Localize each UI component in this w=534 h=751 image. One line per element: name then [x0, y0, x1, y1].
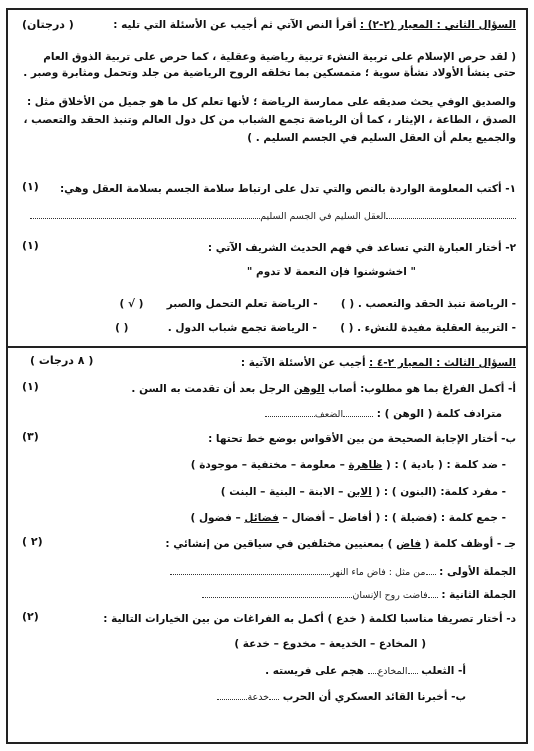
option-text: - الرياضة تعلم التحمل والصبر	[166, 298, 318, 310]
option: موجودة	[199, 459, 239, 471]
q3-a-answer: الضعف	[314, 409, 344, 420]
option-selected: فضائل	[244, 512, 279, 524]
q3-c-question	[18, 537, 516, 551]
q3-title: السؤال الثالث : المعيار ٢-٤ :	[368, 357, 516, 369]
answer-dots	[30, 208, 260, 219]
q2-passage-line-4: الصدق ، الطاعة ، الإيثار ، كما أن الرياضة تجمع الشباب من كل دول العالم وتنبذ الحقد والتعصب ،	[23, 114, 516, 126]
answer-dots	[170, 564, 330, 575]
q3-c-text-before: جـ - أوظف كلمة (	[424, 538, 516, 550]
q3-d-s1-after: هجم على فريسته .	[265, 665, 364, 677]
q2-item1-answer: العقل السليم في الجسم السليم	[260, 211, 386, 222]
option-selected: الابن	[346, 486, 372, 498]
q2-passage-line-1: ( لقد حرص الإسلام على تربية النشء تربية رياضية وعقلية ، كما حرص على تربية الذوق العام	[43, 51, 516, 63]
option-selected: ظاهرة	[348, 459, 383, 471]
q3-b-marks: (٣)	[22, 430, 39, 443]
q2-passage-line-2: حتى ينشأ الأولاد نشأة سوية ؛ متمسكين بما تخلقه الروح الرياضية من جلد وتحمل ومثابرة وصبر .	[23, 67, 516, 79]
q3-b-row-label: - مفرد كلمة: (البنون ) :	[383, 486, 506, 498]
option-mark: ( )	[115, 322, 129, 334]
q2-passage-line-3: والصديق الوفي يحث صديقه على ممارسة الرياضة ؛ لأنها تعلم كل ما هو جميل من الأخلاق مثل :	[26, 96, 516, 108]
q3-d-marks: (٢)	[22, 610, 39, 623]
option: مختفية	[250, 459, 288, 471]
q3-d-question: د- أختار تصريفا مناسبا لكلمة ( خدع ) أكمل به الفراغات من بين الخيارات التالية :	[103, 613, 516, 625]
q3-c-sentence-2	[18, 587, 516, 603]
option-mark: ( )	[340, 322, 354, 334]
q3-b-row-label: - ضد كلمة : ( بادية ) :	[394, 459, 506, 471]
answer-dots	[386, 208, 516, 219]
q3-a-underlined-word: الوهن	[293, 383, 325, 395]
option-text: - التربية العقلية مفيدة للنشء .	[357, 322, 516, 334]
option-mark: ( )	[340, 298, 355, 310]
answer-dots	[269, 689, 279, 700]
option: أفضال	[291, 512, 326, 524]
answer-dots	[428, 587, 438, 598]
q3-a-prefix: أ- أكمل الفراغ بما هو مطلوب:	[360, 383, 516, 395]
q3-c-marks: ( ٢)	[22, 535, 43, 548]
q3-c-sentence-1	[18, 564, 516, 580]
q3-b-question: ب- أختار الإجابة الصحيحة من بين الأقواس بوضع خط تحتها :	[208, 433, 516, 445]
option: البنية	[269, 486, 296, 498]
q2-header	[18, 18, 516, 32]
q3-d-sentence-2	[18, 689, 466, 705]
option: الابنة	[308, 486, 335, 498]
q2-item1-marks: (١)	[22, 180, 39, 193]
section-divider	[8, 346, 526, 348]
q3-c-sentence1-label: الجملة الأولى :	[439, 566, 516, 578]
answer-dots	[202, 587, 352, 598]
q3-instruction: أجيب عن الأسئلة الآتية :	[240, 357, 366, 369]
q2-title: السؤال الثاني : المعيار (٢-٢) :	[359, 19, 516, 31]
q2-instruction: أقرأ النص الآتي ثم أجيب عن الأسئلة التي تليه :	[113, 19, 357, 31]
answer-dots	[217, 689, 247, 700]
q3-c-word: فاض	[396, 538, 422, 550]
option-text: - الرياضة تنبذ الحقد والتعصب .	[357, 298, 516, 310]
option: فضول	[198, 512, 232, 524]
q3-d-sentence-1	[18, 663, 466, 679]
q2-item2-marks: (١)	[22, 239, 39, 252]
q3-d-options: ( المخادع – الخديعة – مخدوع – خدعة )	[234, 638, 426, 650]
q3-c-sentence1-answer: من مثل : فاض ماء النهر	[330, 567, 426, 578]
option: أفاضل	[337, 512, 372, 524]
q3-marks: ( ٨ درجات )	[30, 354, 94, 367]
answer-dots	[426, 564, 436, 575]
option: معلومة	[299, 459, 336, 471]
q3-b-row-label: - جمع كلمة : (فضيلة ) :	[383, 512, 506, 524]
q2-item2-hadith: " اخشوشنوا فإن النعمة لا تدوم "	[246, 266, 416, 278]
answer-dots	[408, 663, 418, 674]
q2-item2-options-row-2	[18, 321, 516, 335]
option: البنت	[229, 486, 257, 498]
q3-a-text-before: أصاب	[328, 383, 357, 395]
q3-d-s2-answer: خدعة	[247, 692, 270, 703]
q2-marks: (درجتان )	[22, 18, 74, 31]
q2-item2-options-row-1	[18, 297, 516, 311]
q3-d-s1-answer: المخادع	[377, 666, 408, 677]
q3-a-answer-line	[18, 406, 502, 422]
q3-c-text-after: ) بمعنيين مختلفين في سياقين من إنشائي :	[165, 538, 393, 550]
q3-b-row-3: - جمع كلمة : (فضيلة ) : ( أفاضل – أفضال – فضائل – فضول )	[190, 512, 506, 524]
answer-dots	[265, 406, 315, 417]
q2-item2-question: ٢- أختار العبارة التي تساعد في فهم الحديث الشريف الآتي :	[207, 242, 516, 254]
q3-c-sentence2-answer: فاضت روح الإنسان	[352, 590, 428, 601]
q3-a-text-after: الرجل بعد أن تقدمت به السن .	[131, 383, 291, 395]
q3-a-marks: (١)	[22, 380, 39, 393]
answer-dots	[343, 406, 373, 417]
answer-dots	[368, 663, 378, 674]
exam-page	[6, 8, 528, 744]
q2-passage-line-5: والجميع يعلم أن العقل السليم في الجسم السليم . )	[247, 132, 516, 144]
q2-item1-question: ١- أكتب المعلومة الواردة بالنص والتي تدل على ارتباط سلامة الجسم بسلامة العقل وهي:	[59, 183, 516, 195]
q3-b-row-2: - مفرد كلمة: (البنون ) : ( الابن – الابنة – البنية – البنت )	[220, 486, 506, 498]
q3-d-s2-before: ب- أخبرنا القائد العسكري أن الحرب	[282, 691, 466, 703]
q2-item1-answer-line	[18, 208, 516, 224]
q3-d-s1-before: أ- الثعلب	[421, 665, 466, 677]
q3-a-label: مترادف كلمة ( الوهن ) :	[376, 408, 502, 420]
q3-c-sentence2-label: الجملة الثانية :	[441, 589, 516, 601]
q3-b-row-1: - ضد كلمة : ( بادية ) : ( ظاهرة – معلومة – مختفية – موجودة )	[190, 459, 506, 471]
q3-a-question	[18, 382, 516, 396]
option-mark-checked: ( √ )	[119, 298, 144, 310]
option-text: - الرياضة تجمع شباب الدول .	[167, 322, 317, 334]
